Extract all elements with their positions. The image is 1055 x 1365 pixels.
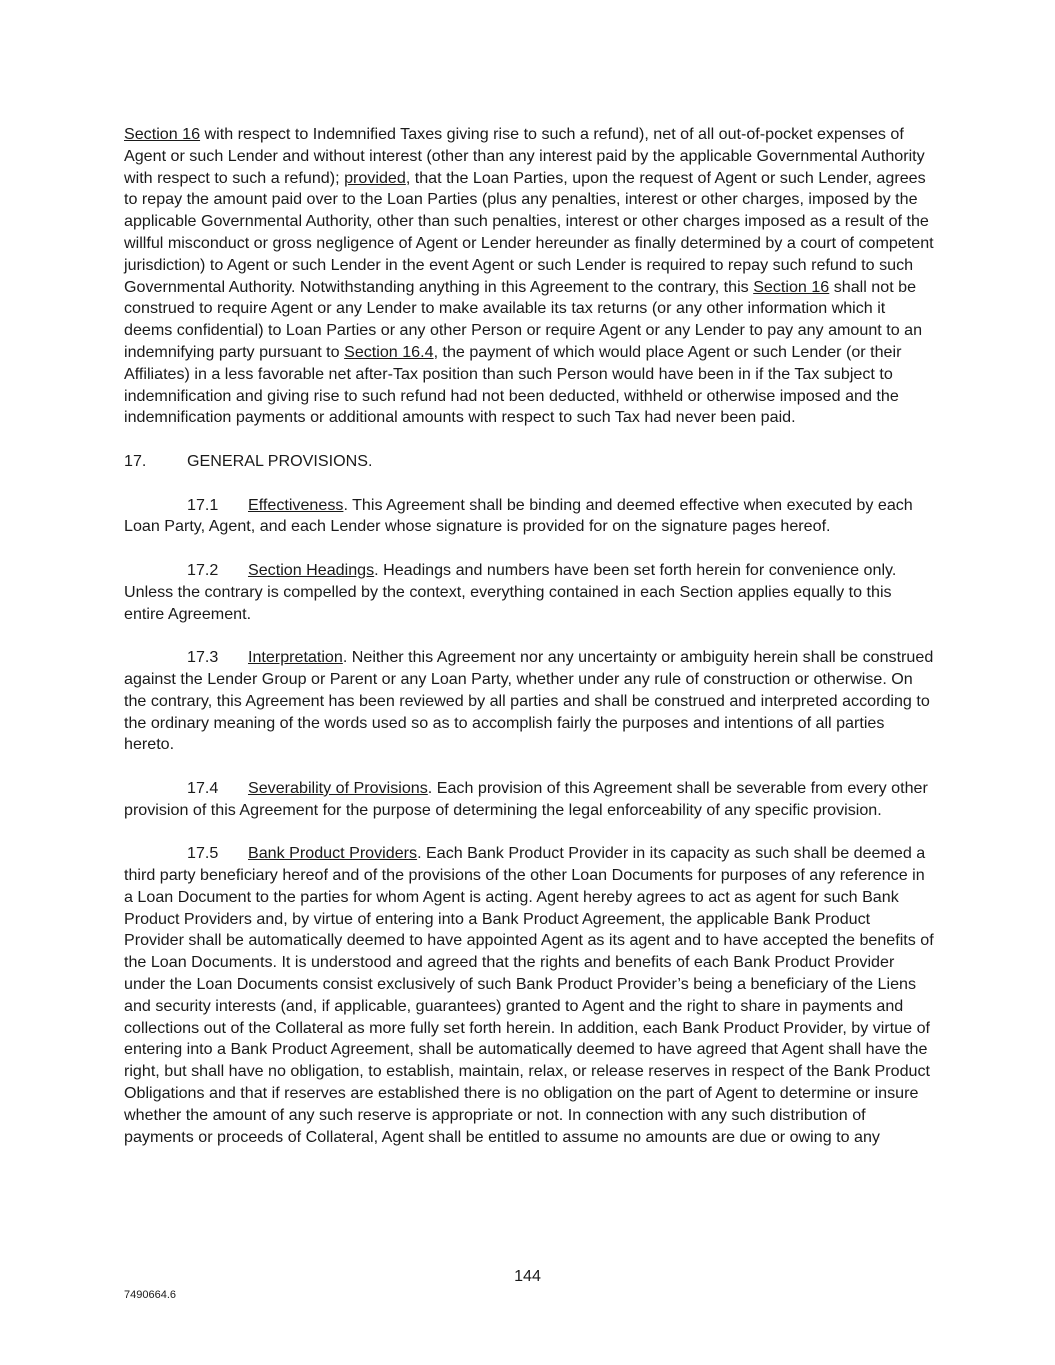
subsection-17-2: [124, 560, 934, 625]
subsection-heading: Effectiveness: [248, 495, 344, 514]
section-heading: [124, 451, 934, 473]
intro-paragraph: [124, 124, 934, 429]
section-number: 17.: [124, 451, 147, 470]
subsection-number: 17.3: [187, 648, 219, 667]
subsection-number: 17.2: [187, 560, 219, 579]
subsection-text: . Each Bank Product Provider in its capacity as such shall be deemed a third party beneficiary hereof and of the provisions of the other Loan Documents for purposes of any reference in a Loan Document to the parties for whom Agent is acting. Agent hereby agrees to act as agent for such Bank Product Providers and, by virtue of entering into a Bank Product Agreement, the applicable Bank Product Provider shall be automatically deemed to have appointed Agent as its agent and to have accepted the benefits of the Loan Documents. It is understood and agreed that the rights and benefits of each Bank Product Provider under the Loan Documents consist exclusively of such Bank Product Provider’s being a beneficiary of the Liens and security interests (and, if applicable, guarantees) granted to Agent and the right to share in payments and collections out of the Collateral as more fully set forth herein. In addition, each Bank Product Provider, by virtue of entering into a Bank Product Agreement, shall be automatically deemed to have agreed that Agent shall have the right, but shall have no obligation, to establish, maintain, relax, or release reserves in respect of the Bank Product Obligations and that if reserves are established there is no obligation on the part of Agent to determine or insure whether the amount of any such reserve is appropriate or not. In connection with any such distribution of payments or proceeds of Collateral, Agent shall be entitled to assume no amounts are due or owing to any: [124, 844, 934, 1146]
subsection-text: . Neither this Agreement nor any uncertainty or ambiguity herein shall be construed against the Lender Group or Parent or any Loan Party, whether under any rule of construction or otherwise. On the contrary, this Agreement has been reviewed by all parties and shall be construed and interpreted according to the ordinary meaning of the words used so as to accomplish fairly the purposes and intentions of all parties hereto.: [124, 648, 934, 754]
provided-term: provided: [344, 168, 406, 187]
subsection-heading: Severability of Provisions: [248, 778, 428, 797]
page-number: 144: [514, 1267, 541, 1285]
section-title: GENERAL PROVISIONS.: [187, 451, 373, 470]
section-reference: Section 16.4: [344, 342, 434, 361]
subsection-text: . Headings and numbers have been set forth herein for convenience only. Unless the contrary is compelled by the context, everything contained in each Section applies equally to this entire Agreement.: [124, 560, 897, 623]
intro-text-2: , that the Loan Parties, upon the request of Agent or such Lender, agrees to repay the amount paid over to the Loan Parties (plus any penalties, interest or other charges, imposed by the applicable Governmental Authority, other than such penalties, interest or other charges imposed as a result of the willful misconduct or gross negligence of Agent or Lender hereunder as finally determined by a court of competent jurisdiction) to Agent or such Lender in the event Agent or such Lender is required to repay such refund to such Governmental Authority. Notwithstanding anything in this Agreement to the contrary, this: [124, 168, 934, 296]
intro-text-1: with respect to Indemnified Taxes giving rise to such a refund), net of all out-of-pocket expenses of Agent or such Lender and without interest (other than any interest paid by the applicable Governmental Authority with respect to such a refund);: [124, 125, 925, 187]
subsection-17-1: [124, 495, 934, 539]
subsection-number: 17.5: [187, 844, 219, 863]
section-reference: Section 16: [124, 125, 201, 143]
subsection-heading: Section Headings: [248, 560, 375, 579]
subsection-17-3: [124, 647, 934, 756]
document-id: 7490664.6: [124, 1289, 176, 1301]
subsection-heading: Bank Product Providers: [248, 844, 418, 863]
document-body: [124, 124, 934, 1170]
subsection-heading: Interpretation: [248, 648, 343, 667]
subsection-number: 17.4: [187, 778, 219, 797]
subsection-text: . Each provision of this Agreement shall be severable from every other provision of this Agreement for the purpose of determining the legal enforceability of any specific provision.: [124, 778, 928, 819]
subsection-17-5: [124, 843, 934, 1148]
intro-text-4: , the payment of which would place Agent or such Lender (or their Affiliates) in a less favorable net after-Tax position than such Person would have been in if the Tax subject to indemnification and giving rise to such refund had not been deducted, withheld or otherwise imposed and the indemnification payments or additional amounts with respect to such Tax had never been paid.: [124, 342, 902, 427]
subsection-text: . This Agreement shall be binding and deemed effective when executed by each Loan Party, Agent, and each Lender whose signature is provided for on the signature pages hereof.: [124, 495, 913, 536]
intro-text-3: shall not be construed to require Agent or any Lender to make available its tax returns (or any other information which it deems confidential) to Loan Parties or any other Person or require Agent or any Lender to pay any amount to an indemnifying party pursuant to: [124, 277, 923, 361]
section-reference: Section 16: [753, 277, 830, 296]
subsection-17-4: [124, 778, 934, 822]
subsection-number: 17.1: [187, 495, 219, 514]
